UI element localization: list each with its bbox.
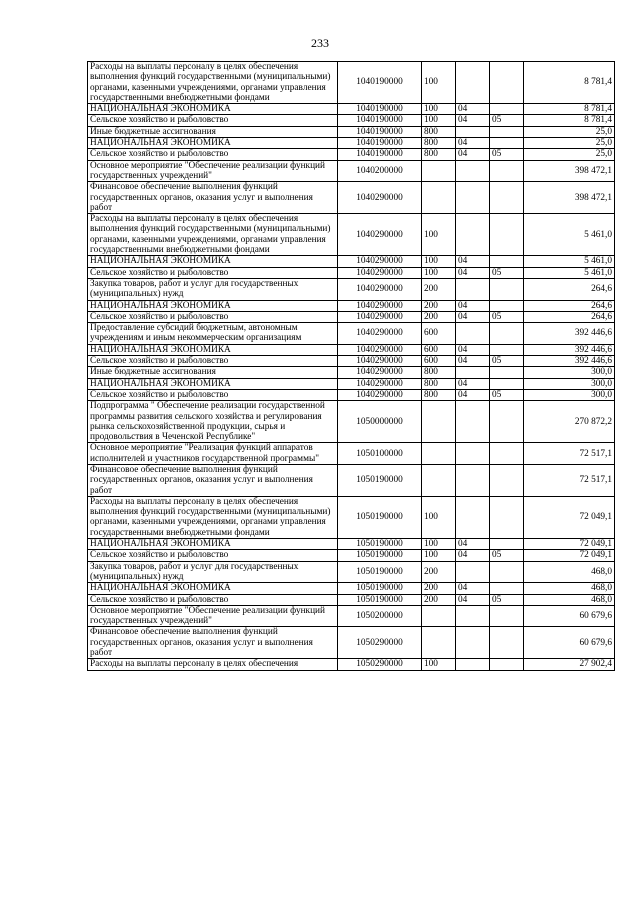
section-cell (456, 605, 490, 627)
item-name-cell: Сельское хозяйство и рыболовство (88, 267, 338, 278)
table-row (88, 605, 615, 627)
target-code-cell: 1050190000 (338, 539, 422, 550)
section-cell (456, 278, 490, 300)
amount-cell: 60 679,6 (524, 605, 615, 627)
section-cell (456, 367, 490, 378)
table-row (88, 583, 615, 594)
expense-type-cell: 600 (422, 323, 456, 345)
table-row (88, 256, 615, 267)
subsection-cell (490, 300, 524, 311)
subsection-cell (490, 126, 524, 137)
expense-type-cell: 100 (422, 115, 456, 126)
target-code-cell: 1040190000 (338, 126, 422, 137)
target-code-cell: 1040190000 (338, 62, 422, 104)
table-row (88, 160, 615, 182)
amount-cell: 72 049,1 (524, 496, 615, 538)
table-row (88, 659, 615, 670)
amount-cell: 72 517,1 (524, 443, 615, 465)
table-row (88, 149, 615, 160)
section-cell (456, 496, 490, 538)
subsection-cell (490, 539, 524, 550)
item-name-cell: Иные бюджетные ассигнования (88, 367, 338, 378)
amount-cell: 8 781,4 (524, 62, 615, 104)
target-code-cell: 1040290000 (338, 367, 422, 378)
table-row (88, 356, 615, 367)
amount-cell: 72 517,1 (524, 464, 615, 496)
subsection-cell (490, 605, 524, 627)
amount-cell: 300,0 (524, 389, 615, 400)
item-name-cell: Основное мероприятие "Обеспечение реализации функций государственных учреждений" (88, 605, 338, 627)
section-cell: 04 (456, 267, 490, 278)
item-name-cell: НАЦИОНАЛЬНАЯ ЭКОНОМИКА (88, 583, 338, 594)
expense-type-cell: 100 (422, 539, 456, 550)
table-row (88, 126, 615, 137)
item-name-cell: Закупка товаров, работ и услуг для государственных (муниципальных) нужд (88, 278, 338, 300)
expense-type-cell: 100 (422, 267, 456, 278)
expense-type-cell: 800 (422, 126, 456, 137)
item-name-cell: Расходы на выплаты персоналу в целях обеспечения выполнения функций государственными (муниципальными) органами, казенными учреждениями, органами управления государственными внебюджетными фондами (88, 496, 338, 538)
expense-type-cell: 600 (422, 356, 456, 367)
section-cell: 04 (456, 539, 490, 550)
item-name-cell: Иные бюджетные ассигнования (88, 126, 338, 137)
amount-cell: 72 049,1 (524, 539, 615, 550)
table-row (88, 401, 615, 443)
target-code-cell: 1040290000 (338, 323, 422, 345)
expense-type-cell (422, 627, 456, 659)
amount-cell: 300,0 (524, 367, 615, 378)
expense-type-cell: 800 (422, 149, 456, 160)
expense-type-cell: 100 (422, 496, 456, 538)
amount-cell: 264,6 (524, 278, 615, 300)
target-code-cell: 1040190000 (338, 115, 422, 126)
amount-cell: 60 679,6 (524, 627, 615, 659)
target-code-cell: 1040290000 (338, 256, 422, 267)
expense-type-cell: 100 (422, 550, 456, 561)
amount-cell: 392 446,6 (524, 344, 615, 355)
amount-cell: 264,6 (524, 300, 615, 311)
expense-type-cell: 200 (422, 561, 456, 583)
section-cell: 04 (456, 378, 490, 389)
target-code-cell: 1040290000 (338, 311, 422, 322)
expense-type-cell: 200 (422, 594, 456, 605)
expense-type-cell: 200 (422, 278, 456, 300)
item-name-cell: Финансовое обеспечение выполнения функций государственных органов, оказания услуг и выполнения работ (88, 464, 338, 496)
subsection-cell (490, 367, 524, 378)
table-row (88, 496, 615, 538)
amount-cell: 5 461,0 (524, 256, 615, 267)
item-name-cell: НАЦИОНАЛЬНАЯ ЭКОНОМИКА (88, 300, 338, 311)
expense-type-cell (422, 605, 456, 627)
section-cell: 04 (456, 356, 490, 367)
budget-table (87, 61, 615, 671)
table-row (88, 115, 615, 126)
section-cell: 04 (456, 300, 490, 311)
amount-cell: 5 461,0 (524, 267, 615, 278)
amount-cell: 398 472,1 (524, 160, 615, 182)
amount-cell: 392 446,6 (524, 356, 615, 367)
subsection-cell (490, 401, 524, 443)
section-cell: 04 (456, 550, 490, 561)
item-name-cell: Подпрограмма " Обеспечение реализации государственной программы развития сельского хозяйства и регулирования рынка сельскохозяйственной продукции, сырья и продовольствия в Чеченской Республике" (88, 401, 338, 443)
target-code-cell: 1040290000 (338, 278, 422, 300)
expense-type-cell: 100 (422, 214, 456, 256)
table-row (88, 182, 615, 214)
section-cell (456, 323, 490, 345)
item-name-cell: Расходы на выплаты персоналу в целях обеспечения выполнения функций государственными (муниципальными) органами, казенными учреждениями, органами управления государственными внебюджетными фондами (88, 214, 338, 256)
section-cell (456, 561, 490, 583)
item-name-cell: НАЦИОНАЛЬНАЯ ЭКОНОМИКА (88, 138, 338, 149)
target-code-cell: 1040290000 (338, 267, 422, 278)
amount-cell: 468,0 (524, 594, 615, 605)
subsection-cell: 05 (490, 594, 524, 605)
target-code-cell: 1040290000 (338, 378, 422, 389)
page-number: 233 (311, 36, 329, 50)
item-name-cell: Сельское хозяйство и рыболовство (88, 550, 338, 561)
target-code-cell: 1050200000 (338, 605, 422, 627)
target-code-cell: 1040200000 (338, 160, 422, 182)
target-code-cell: 1040190000 (338, 138, 422, 149)
amount-cell: 264,6 (524, 311, 615, 322)
amount-cell: 8 781,4 (524, 104, 615, 115)
item-name-cell: Закупка товаров, работ и услуг для государственных (муниципальных) нужд (88, 561, 338, 583)
section-cell (456, 62, 490, 104)
item-name-cell: НАЦИОНАЛЬНАЯ ЭКОНОМИКА (88, 539, 338, 550)
section-cell (456, 443, 490, 465)
section-cell: 04 (456, 389, 490, 400)
table-row (88, 464, 615, 496)
expense-type-cell: 100 (422, 104, 456, 115)
subsection-cell (490, 62, 524, 104)
section-cell: 04 (456, 256, 490, 267)
target-code-cell: 1050290000 (338, 627, 422, 659)
amount-cell: 27 902,4 (524, 659, 615, 670)
table-row (88, 561, 615, 583)
section-cell: 04 (456, 583, 490, 594)
amount-cell: 8 781,4 (524, 115, 615, 126)
item-name-cell: Сельское хозяйство и рыболовство (88, 311, 338, 322)
table-row (88, 214, 615, 256)
subsection-cell (490, 344, 524, 355)
expense-type-cell: 800 (422, 367, 456, 378)
target-code-cell: 1050190000 (338, 583, 422, 594)
item-name-cell: Основное мероприятие "Реализация функций аппаратов исполнителей и участников государственной программы" (88, 443, 338, 465)
amount-cell: 468,0 (524, 561, 615, 583)
item-name-cell: Основное мероприятие "Обеспечение реализации функций государственных учреждений" (88, 160, 338, 182)
subsection-cell: 05 (490, 115, 524, 126)
amount-cell: 25,0 (524, 138, 615, 149)
section-cell (456, 401, 490, 443)
target-code-cell: 1040190000 (338, 149, 422, 160)
expense-type-cell (422, 160, 456, 182)
expense-type-cell: 200 (422, 300, 456, 311)
target-code-cell: 1040290000 (338, 356, 422, 367)
table-row (88, 311, 615, 322)
section-cell (456, 659, 490, 670)
expense-type-cell (422, 464, 456, 496)
target-code-cell: 1040290000 (338, 344, 422, 355)
section-cell (456, 214, 490, 256)
expense-type-cell: 100 (422, 256, 456, 267)
table-row (88, 378, 615, 389)
item-name-cell: Финансовое обеспечение выполнения функций государственных органов, оказания услуг и выполнения работ (88, 627, 338, 659)
table-row (88, 267, 615, 278)
target-code-cell: 1040290000 (338, 214, 422, 256)
table-row (88, 323, 615, 345)
item-name-cell: Предоставление субсидий бюджетным, автономным учреждениям и иным некоммерческим организациям (88, 323, 338, 345)
section-cell: 04 (456, 104, 490, 115)
section-cell (456, 627, 490, 659)
expense-type-cell: 800 (422, 138, 456, 149)
target-code-cell: 1050000000 (338, 401, 422, 443)
section-cell: 04 (456, 344, 490, 355)
expense-type-cell: 100 (422, 62, 456, 104)
item-name-cell: Сельское хозяйство и рыболовство (88, 356, 338, 367)
section-cell: 04 (456, 149, 490, 160)
target-code-cell: 1050190000 (338, 550, 422, 561)
subsection-cell: 05 (490, 356, 524, 367)
budget-table-body (88, 62, 615, 671)
item-name-cell: Сельское хозяйство и рыболовство (88, 389, 338, 400)
section-cell (456, 160, 490, 182)
table-row (88, 550, 615, 561)
target-code-cell: 1050190000 (338, 594, 422, 605)
subsection-cell (490, 278, 524, 300)
amount-cell: 398 472,1 (524, 182, 615, 214)
table-row (88, 594, 615, 605)
section-cell (456, 464, 490, 496)
amount-cell: 468,0 (524, 583, 615, 594)
item-name-cell: НАЦИОНАЛЬНАЯ ЭКОНОМИКА (88, 344, 338, 355)
item-name-cell: НАЦИОНАЛЬНАЯ ЭКОНОМИКА (88, 378, 338, 389)
amount-cell: 72 049,1 (524, 550, 615, 561)
item-name-cell: Расходы на выплаты персоналу в целях обеспечения (88, 659, 338, 670)
subsection-cell (490, 561, 524, 583)
subsection-cell: 05 (490, 389, 524, 400)
item-name-cell: Финансовое обеспечение выполнения функций государственных органов, оказания услуг и выполнения работ (88, 182, 338, 214)
table-row (88, 627, 615, 659)
item-name-cell: НАЦИОНАЛЬНАЯ ЭКОНОМИКА (88, 104, 338, 115)
table-row (88, 389, 615, 400)
table-row (88, 300, 615, 311)
subsection-cell (490, 214, 524, 256)
target-code-cell: 1040290000 (338, 182, 422, 214)
expense-type-cell (422, 443, 456, 465)
target-code-cell: 1050100000 (338, 443, 422, 465)
section-cell: 04 (456, 138, 490, 149)
amount-cell: 5 461,0 (524, 214, 615, 256)
subsection-cell (490, 659, 524, 670)
table-row (88, 278, 615, 300)
amount-cell: 392 446,6 (524, 323, 615, 345)
expense-type-cell: 100 (422, 659, 456, 670)
expense-type-cell: 800 (422, 378, 456, 389)
subsection-cell: 05 (490, 267, 524, 278)
table-row (88, 443, 615, 465)
amount-cell: 270 872,2 (524, 401, 615, 443)
target-code-cell: 1050190000 (338, 464, 422, 496)
subsection-cell: 05 (490, 311, 524, 322)
subsection-cell: 05 (490, 149, 524, 160)
target-code-cell: 1050290000 (338, 659, 422, 670)
table-row (88, 104, 615, 115)
amount-cell: 25,0 (524, 126, 615, 137)
subsection-cell (490, 256, 524, 267)
table-row (88, 367, 615, 378)
amount-cell: 25,0 (524, 149, 615, 160)
section-cell: 04 (456, 594, 490, 605)
expense-type-cell: 800 (422, 389, 456, 400)
target-code-cell: 1050190000 (338, 496, 422, 538)
item-name-cell: Расходы на выплаты персоналу в целях обеспечения выполнения функций государственными (муниципальными) органами, казенными учреждениями, органами управления государственными внебюджетными фондами (88, 62, 338, 104)
section-cell: 04 (456, 311, 490, 322)
subsection-cell (490, 378, 524, 389)
table-row (88, 62, 615, 104)
section-cell (456, 182, 490, 214)
item-name-cell: Сельское хозяйство и рыболовство (88, 149, 338, 160)
item-name-cell: Сельское хозяйство и рыболовство (88, 115, 338, 126)
subsection-cell (490, 182, 524, 214)
subsection-cell (490, 496, 524, 538)
table-row (88, 138, 615, 149)
target-code-cell: 1050190000 (338, 561, 422, 583)
target-code-cell: 1040190000 (338, 104, 422, 115)
subsection-cell: 05 (490, 550, 524, 561)
item-name-cell: Сельское хозяйство и рыболовство (88, 594, 338, 605)
table-row (88, 539, 615, 550)
target-code-cell: 1040290000 (338, 300, 422, 311)
section-cell: 04 (456, 115, 490, 126)
target-code-cell: 1040290000 (338, 389, 422, 400)
subsection-cell (490, 627, 524, 659)
subsection-cell (490, 443, 524, 465)
subsection-cell (490, 160, 524, 182)
expense-type-cell: 200 (422, 583, 456, 594)
expense-type-cell: 200 (422, 311, 456, 322)
expense-type-cell: 600 (422, 344, 456, 355)
expense-type-cell (422, 182, 456, 214)
subsection-cell (490, 104, 524, 115)
item-name-cell: НАЦИОНАЛЬНАЯ ЭКОНОМИКА (88, 256, 338, 267)
subsection-cell (490, 583, 524, 594)
subsection-cell (490, 464, 524, 496)
section-cell (456, 126, 490, 137)
amount-cell: 300,0 (524, 378, 615, 389)
table-row (88, 344, 615, 355)
expense-type-cell (422, 401, 456, 443)
subsection-cell (490, 138, 524, 149)
subsection-cell (490, 323, 524, 345)
